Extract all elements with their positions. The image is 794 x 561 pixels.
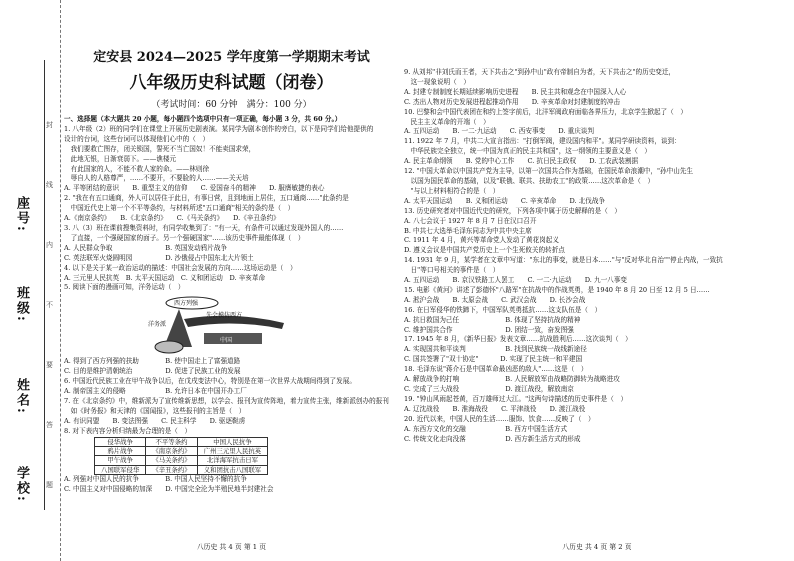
question-line: 这一现象说明（ ） <box>404 77 470 86</box>
history-table <box>94 437 268 476</box>
question-line: 了直接，一个强硬国家的面子。另一个强硬国家"……该历史事件最能体现（ ） <box>64 233 305 242</box>
question-line: 16. 在日军侵华的铁蹄下，中国军队英勇抵抗……这支队伍是（ ） <box>404 305 602 314</box>
exam-info: （考试时间：60 分钟 满分：100 分） <box>151 100 312 110</box>
question-line: A. 列强对中国人民的抗争 B. 中国人民坚持不懈的抗争 <box>64 475 247 484</box>
table-cell: 北洋海军抗击日军 <box>197 456 268 465</box>
table-cell: 八国联军侵华 <box>95 465 146 474</box>
name-label: 姓名: <box>14 378 29 415</box>
page-footer-left: 八历史 共 4 页 第 1 页 <box>196 543 267 551</box>
question-line: B. 中共七大选举毛泽东同志为中共中央主席 <box>404 226 532 235</box>
table-cell: 《辛丑条约》 <box>146 465 197 474</box>
question-line: A. 封建专制制度长期延续影响历史进程 B. 民主共和观念在中国深入人心 <box>404 87 627 96</box>
exam-subtitle: 八年级历史科试题（闭卷） <box>129 73 334 93</box>
question-line: C. 完成了三大战役 D. 渡江战役，解放南京 <box>404 385 574 393</box>
cartoon-label-top: 西方列强 <box>174 300 199 308</box>
question-line: A. 淞沪会战 B. 太原会战 C. 武汉会战 D. 长沙会战 <box>404 295 586 304</box>
question-line: 以国为国民革命的基础，以及"联俄、联共、扶助农工"的政策……这次革命是（ ） <box>404 176 655 185</box>
table-cell: 《南京条约》 <box>146 446 197 455</box>
question-line: 8. 对下表内容分析归纳最为合理的是（ ） <box>64 426 192 435</box>
question-line: A. 得到了西方列强的扶助 B. 使中国走上了富强道路 <box>64 357 241 366</box>
question-line: 11. 1922 年 7 月，中共二大宣言指出："打倒军阀，建设国内和平"。某同学研读资料，谈到： <box>404 137 681 146</box>
cartoon-label-right: 先会模仿西方 <box>206 312 243 320</box>
question-line: 中国近代史上第一个不平等条约，与材料所述"五口通商"相关的条约是（ ） <box>64 204 295 213</box>
question-line: A. 民主革命纲领 B. 党的中心工作 C. 抗日民主政权 D. 工农武装割据 <box>404 157 639 166</box>
question-line: A. 人民群众争取 B. 英国发动鸦片战争 <box>64 243 228 252</box>
question-line: 5. 阅读下面的漫画可知，洋务运动（ ） <box>64 283 185 292</box>
question-line: C. 国共签署了"双十协定" D. 实现了民主统一和平建国 <box>404 355 583 364</box>
question-line: C. 杰出人物对历史发展进程起推动作用 D. 辛亥革命对封建制度的冲击 <box>404 97 621 106</box>
page-right <box>404 0 790 561</box>
table-cell: 义和团抗击八国联军 <box>197 465 268 474</box>
cartoon-label-bottom: 中国 <box>220 337 233 345</box>
question-line: 民主主义革命的开端（ ） <box>404 117 490 126</box>
question-line: A. 八七会议于 1927 年 8 月 7 日在汉口召开 <box>404 216 537 225</box>
table-header-row <box>95 437 268 446</box>
question-line: A. 太平天国运动 B. 义和团运动 C. 辛亥革命 D. 北伐战争 <box>404 196 606 205</box>
question-line: 有此国家的人，不能不救人家的命。——林则徐 <box>64 164 210 173</box>
table-row <box>95 456 268 465</box>
binding-line <box>44 60 45 510</box>
question-line: 日"等口号相关的事件是（ ） <box>404 266 500 275</box>
school-label: 学校: <box>14 466 29 503</box>
question-line: D. 遵义会议是中国共产党历史上一个生死攸关的转折点 <box>404 246 565 255</box>
question-line: 辱自人的人格尊严，……不要开，不要脸的人……——关天培 <box>64 174 249 183</box>
question-line: A. 东西方文化的交融 B. 西方中国生活方式 <box>404 424 568 433</box>
table-row <box>95 465 268 474</box>
question-line: C. 英法联军火烧圆明园 D. 沙俄侵占中国东北大片领土 <box>64 253 254 262</box>
question-line: 一、选择题（本大题共 20 小题，每小题四个选项中只有一项正确，每小题 3 分，共 60 分。） <box>64 115 342 123</box>
question-line: 此地无银，日渐衰弱下。——谯楼元 <box>64 154 177 163</box>
question-line: C. 中国主义对中国侵略的加深 D. 中国完全沦为半殖民地半封建社会 <box>64 485 274 494</box>
question-line: 20. 近代以来，中国人民的生活……服饰、饮食……反映了（ ） <box>404 414 595 423</box>
class-label: 班级: <box>14 286 29 323</box>
question-line: A. 五四运动 B. 京汉铁路工人罢工 C. 一二·九运动 D. 九一八事变 <box>404 276 627 285</box>
question-line: 13. 历史研究者对中国近代史的研究，下列各项中属于历史解释的是（ ） <box>404 206 621 215</box>
table-cell: 鸦片战争 <box>95 446 146 455</box>
question-line: 6. 中国近代民族工业在甲午战争以后，在戊戌变法中心，特别是在第一次世界大战期间得到了发展。 <box>64 377 356 386</box>
binding-mark: 要 <box>46 361 53 369</box>
table-row <box>95 446 268 455</box>
binding-mark: 内 <box>46 241 53 249</box>
binding-margin <box>0 0 61 561</box>
seat-label: 座号: <box>14 196 29 233</box>
question-line: 10. 巴黎和会中国代表团在和约上签字前后，北洋军阀政府面临各界压力，北京学生掀起了（ ） <box>404 107 687 116</box>
table-header: 不平等条约 <box>146 437 197 446</box>
question-line: 3. 八（3）班在课前搜集资料时，有同学收集到了："有一天，有条件可以通过发现外国人的…… <box>64 223 344 232</box>
question-line: 15. 电影《黄河》讲述了彭德怀"八路军"在抗战中的作战英勇，是 1940 年 8 月 20 日至 12 月 5 日…… <box>404 285 710 294</box>
question-line: 设计的台词，这些台词可以体现他们心中的（ ） <box>64 134 210 143</box>
question-line: 9. 从刘邦"非刘氏而王者，天下共击之"到孙中山"政有帝制自为者，天下共击之"的历史变迁， <box>404 68 676 76</box>
question-line: 7. 在《北京条约》中，维新派为了宣传维新思想，以学会、报刊为宣传阵地，着力宣传主张，维新派创办的报刊 <box>64 396 389 405</box>
question-line: 17. 1945 年 8 月，《新华日报》发表文章……抗战胜利后……这次谈判（ ） <box>404 335 632 344</box>
question-line: A. 有识同盟 B. 变法图强 C. 民主科学 D. 驱逐鞑虏 <box>64 416 246 425</box>
question-line: 2. "我在有五口通商，外人可以居住于此日，有事日营，且到地面上居住，五口通商……"此条约是 <box>64 194 349 203</box>
question-line: 19. "钟山风雨起苍黄，百万雄师过大江。"这两句诗描述的历史事件是（ ） <box>404 394 628 403</box>
table-cell: 《马关条约》 <box>146 456 197 465</box>
binding-mark: 线 <box>46 181 53 189</box>
question-line: C. 目的是维护清朝统治 D. 促进了民族工业的发展 <box>64 367 241 376</box>
question-line: A. 三元里人民抗英 B. 太平天国运动 C. 义和团运动 D. 辛亥革命 <box>64 273 266 282</box>
table-cell: 甲午战争 <box>95 456 146 465</box>
question-line: 12. "中国大革命以中国共产党为主导，以第一次国共合作为基础，在国民革命浪潮中，"孙中山先生 <box>404 167 693 176</box>
question-line: A. 五四运动 B. 一二·九运动 C. 西安事变 D. 重庆谈判 <box>404 127 594 136</box>
question-line: C. 传统文化走向没落 D. 西方新生活方式的形成 <box>404 434 581 443</box>
cartoon-label-left: 洋务派 <box>148 321 167 329</box>
binding-mark: 不 <box>46 301 53 309</box>
question-line: 14. 1931 年 9 月，某学者在文章中写道："东北的事变，就是日本……"与"反对华北自治""停止内战，一致抗 <box>404 256 723 265</box>
binding-mark: 答 <box>46 421 53 429</box>
binding-mark: 封 <box>46 121 53 129</box>
exam-title: 定安县 2024—2025 学年度第一学期期末考试 <box>93 50 370 65</box>
table-header: 侵华战争 <box>95 437 146 446</box>
question-line: A. 实现国共和平谈判 B. 找到民族统一战线新途径 <box>404 345 587 354</box>
table-cell: 广州三元里人民抗英 <box>197 446 268 455</box>
question-line: 如《时务报》和天津的《国闻报》，这些报刊的主旨是（ ） <box>64 406 246 415</box>
binding-mark: 题 <box>46 481 53 489</box>
question-line: A. 抗日救国为己任 B. 体现了坚持抗战的精神 <box>404 315 581 324</box>
page-footer-right: 八历史 共 4 页 第 2 页 <box>562 543 632 551</box>
question-line: "与以上材料相符合的是（ ） <box>404 186 500 195</box>
question-line: A. 解放战争的打响 B. 人民解放军由战略防御转为战略进攻 <box>404 375 620 384</box>
question-line: C. 维护国共合作 D. 团结一致，奋发图强 <box>404 325 574 334</box>
question-line: A.《南京条约》 B.《北京条约》 C.《马关条约》 D.《辛丑条约》 <box>64 214 280 223</box>
cartoon-image <box>144 295 294 355</box>
question-line: 18. 毛泽东说"蒋介石是中国革命最凶恶的敌人"……这是（ ） <box>404 365 588 374</box>
question-line: 我们要救亡图存，闭关锁国，誓死不当亡国奴！不能卖国求荣， <box>64 144 256 153</box>
question-line: A. 平等团结的意识 B. 重型主义的信仰 C. 爱国奋斗的精神 D. 服膺敏捷的表心 <box>64 184 325 193</box>
question-line: 4. 以下是关于某一政治运动的描述：中国社会发展的方向……这场运动是（ ） <box>64 263 297 272</box>
table-header: 中国人民抗争 <box>197 437 268 446</box>
question-line: A. 辽沈战役 B. 淮海战役 C. 平津战役 D. 渡江战役 <box>404 404 586 413</box>
page-left <box>64 0 399 561</box>
question-line: 1. 八年级（2）班的同学们在课堂上开展历史剧表演。某同学为剧本创作的旁白，以下是同学们给他提供的 <box>64 124 374 133</box>
question-line: A. 制帝国主义的侵略 B. 允许日本在中国开办工厂 <box>64 387 247 396</box>
question-line: 中华民族完全独立，统一中国为真正的民主共和国"，这一纲领的主要意义是（ ） <box>404 147 651 156</box>
question-line: C. 1911 年 4 月，黄兴等革命党人发动了黄花岗起义 <box>404 236 559 245</box>
